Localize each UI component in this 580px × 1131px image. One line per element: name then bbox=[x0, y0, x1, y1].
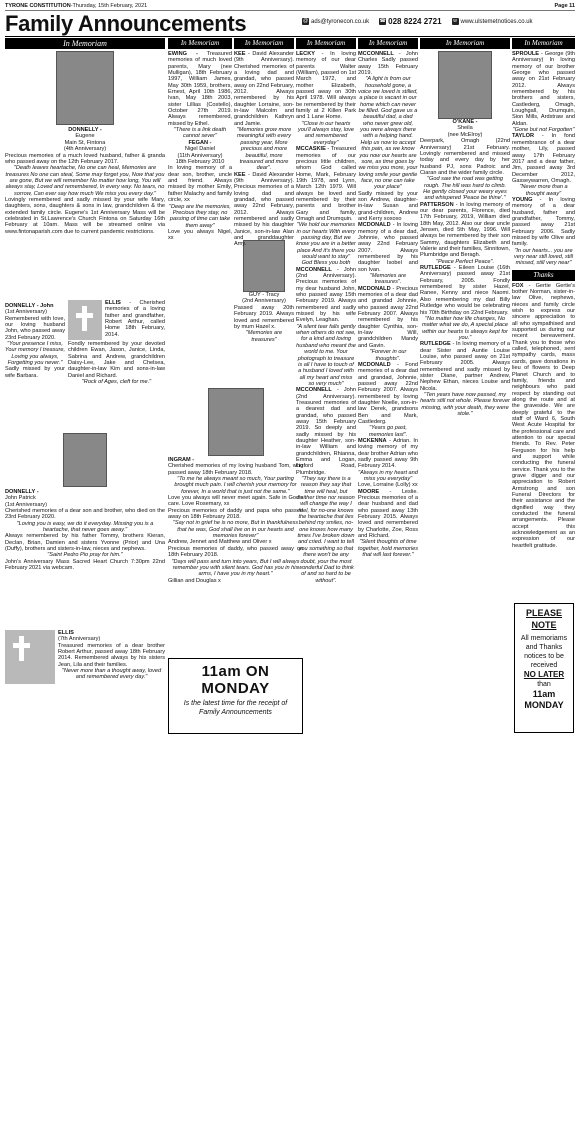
notice-date: 18th February 2010 bbox=[175, 159, 225, 166]
notice-name: MCCONNELL bbox=[296, 387, 332, 394]
notice-verse: "Memories grow more meaningful with every passing year, More precious and more beautiful, more treasured and more dear". bbox=[236, 127, 292, 172]
notice-verse: "Say not in grief he is no more, But in thankfulness that he was, God shall live on in our hearts and memories forever" bbox=[172, 520, 299, 540]
notice-text: Love you always will never meet again. Safe in God's care. Love Rosemary, xx bbox=[168, 495, 303, 508]
notice-text: Sadly missed by your wife Barbara. bbox=[5, 366, 65, 379]
notice-name: PATTERSON bbox=[420, 201, 454, 208]
notice-name: FOX bbox=[512, 282, 524, 289]
notice-text: Precious memories of daddy and papa who passed away on 18th February 2018. bbox=[168, 507, 303, 521]
contact-email[interactable]: ads@tyronecon.co.uk bbox=[311, 18, 370, 25]
notice-verse: "Never more than a thought away, loved and remembered every day." bbox=[61, 668, 162, 681]
notice-name: ELLIS bbox=[58, 630, 74, 636]
notice-name: MCDONALD bbox=[358, 222, 391, 229]
notice-verse: "Ten years have now passed, my hearts still not whole. Please forever missing, with your death, they were stole." bbox=[420, 391, 510, 417]
notice-verse: "No matter how life changes, No matter what we do, A special place within our hearts Is always kept for you." bbox=[421, 315, 509, 341]
masthead bbox=[5, 2, 575, 11]
notice-text: Love you always Nigel, xx bbox=[168, 228, 232, 242]
notice-text: Deerpark, Omagh (22nd Anniversary) 21st February. Lovingly remembered and missed today and every day by her husband PJ, sons Padroic and Ciaran and the wider family circle. bbox=[420, 138, 510, 176]
column-4 bbox=[296, 38, 356, 737]
section-header: In Memoriam bbox=[420, 38, 510, 49]
notice-text: - Precious memories of a dear dad and grandad Johnnie, who passed away 22nd February 2007. Always remembered by his daughter Cynthia, son-in-law Will, grandchildren Mandy and Gavin. bbox=[358, 285, 418, 349]
page-title: Family Announcements bbox=[5, 11, 247, 36]
notice-text: - In loving memory of a dear Sister and Auntie Louise Louise, who passed away on 21st February 2005. Always remembered and sadly missed by sister Diane, partner Andrew, Nephew Ethan, nieces Louise and Nicola. bbox=[420, 341, 510, 392]
notice-verse: "Never more than a thought away" bbox=[519, 184, 568, 197]
contact-web[interactable]: www.ulstemetnotices.co.uk bbox=[460, 18, 533, 25]
notice-text: Treasured memories of a dear brother Robert Arthur, passed away 18th February 2014. Remembered always by his sisters Jean, Lila and their families. bbox=[58, 642, 165, 668]
notice-verse: "In our hearts... you are very near still loved, still missed, still very near" bbox=[513, 247, 574, 267]
notice-text: Andrew, Jennet and Matthew and Oliver x bbox=[168, 539, 272, 546]
column-3 bbox=[234, 38, 294, 248]
notice-anniversary: (2nd Anniversary) bbox=[242, 298, 286, 305]
notice-name: RUTLEDGE bbox=[420, 341, 451, 348]
section-header: In Memoriam bbox=[168, 38, 232, 49]
notice-subname: Eugene bbox=[75, 133, 95, 140]
notice-text: Fondly remembered by your devoted children Ewan, Jason, Janice, Linda, Sabrina and Andrew, grandchildren Daisy-Lee, Jake and Chelsea, daughter-in-law Kim and sons-in-law Daniel and Richard. bbox=[68, 341, 165, 379]
notice-text: - George (9th Anniversary) In loving memory of our brother George who passed away on 21st February 2012. Always remembered by his brothers and sisters, Castlederg, Omagh, Loughgall, Drumquin, Sion Mills, Ardstraw and Aldan. bbox=[512, 51, 575, 127]
notice-anniversary: (1st Anniversary) bbox=[5, 501, 47, 508]
web-icon: w bbox=[453, 18, 457, 24]
deadline-time: 11am ON MONDAY bbox=[201, 663, 270, 697]
memorial-photo bbox=[243, 240, 285, 292]
notice-verse: "Your presence I miss, Your memory I treasure, Loving you always, Forgetting you never." bbox=[5, 341, 65, 367]
contact-phone: 028 8224 2721 bbox=[388, 17, 442, 26]
notice-name: MCCONNELL bbox=[358, 51, 394, 57]
notice-verse: "Memories are treasures". bbox=[369, 273, 407, 286]
column-6 bbox=[420, 38, 510, 737]
column-1d bbox=[5, 432, 165, 1131]
notice-text: - Gertie Gertie's bother Norman, sister-in-law Olive, nephews, nieces and family circle wish to express our sincere appreciation to all who sympathised and supported us during our recent bereavement. Thank you to those who called, telephoned, sent sympathy cards, mass cards, gave donations in lieu of flowers to Deep Planet Church and to family, friends and neighbours who paid respect by standing out along the route and at the graveside. We are deeply grateful to the staff of Ward 6, South West Acute Hospital for the professional care and attention to our special friends. To Rev. Peter Ferguson for his help and support while conducting the funeral service. Thank you to the grave digger and our appreciation to Robert Armstrong and son Funeral Directors for their assistance and the dignified way they conducted the funeral arrangements. Please accept this acknowledgement as an expression of our heartfelt gratitude. bbox=[512, 282, 575, 549]
notice-verse: "A light is from our household gone, a voice we loved is stilled, a place is vacant in our home which can never be filled. God gave us a beautiful dad, a dad who never grew old, you were always there with a helping hand. Help us now to accept this pain, as we know you now our hearts are sore, as time goes by we miss you more, your loving smile your gentle face, no one can take your place" bbox=[358, 76, 418, 191]
notice-name: RUTLEDGE bbox=[420, 265, 451, 272]
notice-anniversary: (1st Anniversary) bbox=[5, 309, 47, 316]
memorial-photo bbox=[63, 433, 107, 487]
notice-text: - In fond remembrance of a dear mother, Lily, passed away 17th February 2017 and a dear father, Jim, passed away 3rd December 2012, Gasseywarren, Omagh. bbox=[512, 133, 575, 184]
notice-line: NO LATER bbox=[523, 670, 565, 679]
notice-text: - Fond memories of a dear dad and grandad, Johnnie, passed away 22nd February 2007. Always remembered by loving daughter Noelle, son-in-law Derek, grandsons Ben and Mark, Castlederg. bbox=[358, 361, 418, 425]
contact-bar bbox=[302, 17, 533, 26]
notice-verse: "Peace Perfect Peace". bbox=[435, 258, 495, 265]
masthead-paper: TYRONE CONSTITUTION-Thursday, 15th February, 2021 bbox=[5, 3, 148, 9]
notice-verse: "Rock of Ages, cleft for me." bbox=[81, 379, 152, 386]
notice-text: Cherished memories of my loving husband Tom, who passed away 18th February 2018. bbox=[168, 463, 303, 476]
notice-text: Lovingly remembered and sadly missed by your wife Mary, daughters, sons, daughters & sons in law, grandchildren & the extended family circle. Eugene's 1st Anniversary Mass will be celebrated in St.Lawrence's Church Fintona on Saturday 16th February at 10am. Mass will be streamed online via www.fintonaparish.com due to current pandemic restrictions. bbox=[5, 197, 165, 235]
notice-name: TAYLOR bbox=[512, 133, 535, 140]
notice-line: All memoriams and Thanks notices to be received bbox=[520, 635, 568, 669]
column-1e bbox=[5, 630, 165, 737]
section-header: In Memoriam bbox=[512, 38, 575, 49]
notice-name: KEE bbox=[234, 51, 246, 57]
notice-text: - Eileen Louise (16th Anniversary) passed away 21st February, 2005. Fondly remembered by sister Hazel, Ranee, Kenny and niece Naomi. Also remembering my dad Billy Rutledge who would be celebrating his 70th Birthday on 22nd February. bbox=[420, 265, 510, 316]
notice-name: MCCONNELL bbox=[296, 266, 332, 273]
notice-anniversary: (4th Anniversary) bbox=[63, 146, 107, 153]
notice-name: MCDONALD bbox=[358, 285, 391, 292]
notice-text: - In loving memory of a dear dad, Johnnie, who passed away 22nd February 2007. Always remembered by his daughter Isobel and son Ivan. bbox=[358, 222, 418, 273]
thanks-header: Thanks bbox=[512, 270, 575, 281]
email-icon: @ bbox=[302, 18, 309, 24]
notice-name: DONNELLY - bbox=[68, 127, 102, 133]
notice-text: Remembered with love, our loving husband John, who passed away 23rd February 2020. bbox=[5, 315, 65, 341]
notice-name: GUY - Tracy bbox=[248, 292, 280, 298]
notice-verse: "Close in our hearts you'll always stay, love and remembered everyday" bbox=[298, 120, 354, 146]
memorial-photo bbox=[208, 388, 264, 456]
notice-text: Always remembered by his father Tommy, brothers Kieran, Declan, Brian, Damien and sisters Yvonne (Prior) and Una (Duffy), brothers and sisters-in-law, nieces and nephews. bbox=[5, 533, 165, 553]
notice-text: Cherished memories of a dear son and brother, who died on the 23rd February 2020. bbox=[5, 508, 165, 521]
notice-text: - Adrian. In loving memory of my dear brother Adrian who sadly passed away 9th February 2014. bbox=[358, 437, 418, 470]
notice-verse: "Death leaves heartache, No one can heal, Memories are treasures No one can steal, Some may forget you, Now that you are gone, But we will remember No matter how long, You will always stay, Loved and remembered, In every way. No tears, no sorrow, Can ever say how much We miss you every day." bbox=[5, 165, 165, 197]
notice-verse: "Silent thoughts of time together, hold memories that will last forever." bbox=[358, 539, 419, 559]
notice-text: - John (2nd Anniversary). Precious memories of my dear husband John, who passed away 15th February 2019. Always remembered and sadly missed by his wife Evelyn, Leaghan. bbox=[296, 266, 356, 324]
notice-verse: "Deep are the memories, Precious they stay, no passing of time can take them away" bbox=[169, 203, 231, 229]
memorial-photo bbox=[56, 51, 114, 125]
notice-text: Treasured memories of much loved parents, Mary (nee Mulligan), 18th February 1997, William James, May 30th 1959, brothers, Ernest, April 10th 1986, Ivan, May 18th 2003, sister Lillias (Costello), October 27th 2019. Always remembered, missed by Ethel. bbox=[168, 51, 232, 127]
notice-name: MCCASKIE bbox=[296, 146, 326, 153]
column-5 bbox=[358, 38, 418, 737]
notice-anniversary: (11th Anniversary) bbox=[177, 152, 223, 159]
notice-name: EWING - bbox=[168, 51, 198, 57]
notice-verse: "Saint Pedro Pio pray for him." bbox=[47, 552, 123, 559]
guy-notice bbox=[234, 240, 294, 370]
notice-line: than bbox=[537, 681, 551, 688]
column-2b bbox=[168, 388, 303, 628]
deadline-text: Is the latest time for the receipt of Family Announcements bbox=[183, 700, 288, 716]
notice-name: INGRAM - bbox=[168, 457, 195, 463]
notice-anniversary: (7th Anniversary) bbox=[58, 636, 101, 643]
notice-text: - John Charles Sadly passed away 15th February 2019. bbox=[358, 51, 418, 77]
notice-name: MCDONALD bbox=[358, 361, 391, 368]
notice-verse: "Memories are treasures" bbox=[245, 330, 283, 343]
notice-text: Gillian and Douglas x bbox=[168, 577, 221, 584]
notice-name: DONNELLY - bbox=[5, 489, 39, 495]
notice-name: MCKENNA bbox=[358, 437, 387, 444]
notice-text: - In loving memory of a dear husband, father and grandfather, Tommy, passed away 21st February 2006. Sadly missed by wife Olive and family. bbox=[512, 196, 575, 248]
notice-verse: "Days will pass and turn into years, But I will always remember you with silent tears. God has you in his arms, I have you in my heart." bbox=[171, 558, 300, 578]
notice-name: MOORE bbox=[358, 488, 380, 495]
notice-name: DONNELLY - John bbox=[5, 303, 54, 309]
notice-text: - Leslie. Precious memories of a dear husband and dad who passed away 13th February 2015. Always loved and remembered by Charlotte, Zoe, Ross and Richard. bbox=[358, 488, 418, 540]
notice-verse: "Always in my heart and miss you everyday" bbox=[358, 469, 418, 483]
notice-name: KEE bbox=[234, 171, 246, 178]
masthead-page: Page 11 bbox=[554, 3, 575, 9]
deadline-box bbox=[168, 658, 303, 734]
notice-text: John's Anniversary Mass Sacred Heart Church 7:30pm 22nd February 2021 via webcam. bbox=[5, 558, 165, 572]
section-header: In Memoriam bbox=[234, 38, 294, 49]
notice-verse: "Years go past, memories last". bbox=[368, 425, 408, 438]
notice-name: YOUNG bbox=[512, 196, 533, 203]
notice-verse: "A silent tear falls gently when others do not see, for a kind and loving husband who meant the world to me. Your photograph to treasure is all I have to touch of a husband I loved with all my heart and miss so very much" bbox=[296, 323, 356, 387]
notice-subname: John Patrick bbox=[5, 495, 36, 502]
notice-text: - David Alexander (9th Anniversary). Precious memories of a loving dad and grandad, who passed away 22nd February, 2012. Always remembered and sadly missed by his daughter Janice, son-in-law Alan and granddaughter Amy. bbox=[234, 171, 294, 248]
bible-icon bbox=[5, 630, 55, 684]
notice-text: - David Alexander (9th Anniversary). Cherished memories of a loving dad and grandad, who passed away on 22nd February, 2012. Always remembered by his daughter Lorraine, son-in-law Malcolm and grandchildren Kathryn and Jamie. bbox=[234, 51, 294, 127]
notice-text: - Cherished memories of a loving father and grandfather, Robert Arthur, called Home 18th February, 2014. bbox=[105, 300, 165, 338]
notice-text: Passed away 20th February 2019. Always loved and remembered by mum Hazel x. bbox=[234, 304, 294, 330]
notice-subname: Nigel Daniel bbox=[184, 146, 216, 153]
notice-verse: "They say there is a reason they say that time will heal, but neither time nor reason will change the way I feel, for no-one knows the heartache that lies behind my smiles, no-one knows how many times I've broken down and cried. I want to tell you something so that there won't be any doubt, your the most wonderful Dad to think of and so hard to be without". bbox=[297, 476, 355, 584]
bible-icon bbox=[68, 300, 102, 340]
title-rule bbox=[5, 36, 575, 37]
notice-line: 11am MONDAY bbox=[524, 689, 564, 710]
memorial-photo bbox=[438, 51, 492, 119]
notice-name: ELLIS bbox=[105, 300, 121, 306]
notice-text: - In loving memory of our dear parents, Florence, died 17th February, 2019, William died 18th May, 2012. Also our dear uncle Jensen, died 5th May, 1996. Will always be remembered by their son Sammy, daughters Elizabeth and Valerie and their families, Sinnitown, Plumbridge and Beragh. bbox=[420, 201, 510, 259]
section-header: In Memoriam bbox=[358, 38, 418, 49]
notice-verse: "Loving you is easy, we do it everyday. Missing you is a heartache, that never goes away." bbox=[16, 520, 154, 534]
notice-name: LECKY bbox=[296, 51, 315, 57]
please-note-box bbox=[514, 603, 574, 733]
notice-verse: "There is a link death cannot sever" bbox=[173, 127, 227, 140]
notice-verse: "Gone but not Forgotten" bbox=[512, 127, 575, 134]
notice-text: Love, Lorraine (Lolly) xx bbox=[358, 482, 418, 489]
notice-text: Precious memories of a much loved husband, father & granda who passed away on the 12th February 2017. bbox=[5, 152, 165, 165]
notice-name: SPROULE bbox=[512, 51, 540, 57]
phone-icon: ☎ bbox=[379, 18, 386, 24]
section-header: In Memoriam bbox=[296, 38, 356, 49]
notice-text: Precious memories of daddy, who passed away on 18th February 2018. bbox=[168, 545, 303, 559]
notice-verse: "Forever in our thoughts". bbox=[369, 349, 407, 362]
notice-name: O'KANE - bbox=[452, 119, 478, 125]
notice-name: FEGAN - bbox=[188, 139, 212, 146]
notice-subname: Sheila bbox=[457, 125, 473, 132]
notice-text: In loving memory of a dear son, brother, uncle and friend. Always missed by mother Emily, father Malachy and family circle, xx bbox=[168, 165, 232, 204]
notice-text: - Treasured memories of our precious little children, whom God called Home, Mark, February 19th 1978, and Lynn, March 12th 1979. Will always be loved and remembered by their parents and brother Gary and family, Omagh and Drumquin. bbox=[296, 146, 357, 222]
notice-verse: "God saw the road was getting rough. The hill was hard to climb. He gently closed your weary eyes and whispered 'Peace be thine'." bbox=[423, 176, 507, 202]
notice-address: Main St, Fintona bbox=[64, 139, 106, 146]
notice-text: - John (2nd Anniversary). Treasured memories of a dearest dad and grandad, who passed away 15th February 2019. So deeply and sadly missed by his daughter Heather, son-in-law William and grandchildren, Rhianna, Emma and Logan, Ligford Road, Plumbridge. bbox=[296, 387, 356, 476]
notice-text: Sadly missed by your son Andrew, daughter-in-law Susan and grand-children, Andrew and Kerry xoxoxo bbox=[358, 190, 418, 222]
section-header: In Memoriam bbox=[5, 38, 165, 49]
notice-subname: (nee McElroy) bbox=[447, 131, 483, 138]
notice-verse: "To me he always meant so much, Your parting brought much pain. I will cherish your memory for forever, In a world that is just not the same." bbox=[174, 476, 297, 495]
notice-verse: "We hold our memories in our hearts With every passing day, But we know you are in a better place And it's there you would want to stay" bbox=[296, 222, 356, 260]
column-2 bbox=[168, 38, 232, 388]
notice-title: PLEASE NOTE bbox=[525, 608, 562, 630]
notice-text: - In loving memory of our dear parents Walter (William), passed on 1st March 1972, and mother Elizabeth, passed away on 30th April 1978. Will always be remembered by their family at 2 Killen Park and 1 Lane Home. bbox=[296, 51, 356, 121]
notice-text: God Bless you both bbox=[301, 260, 351, 267]
